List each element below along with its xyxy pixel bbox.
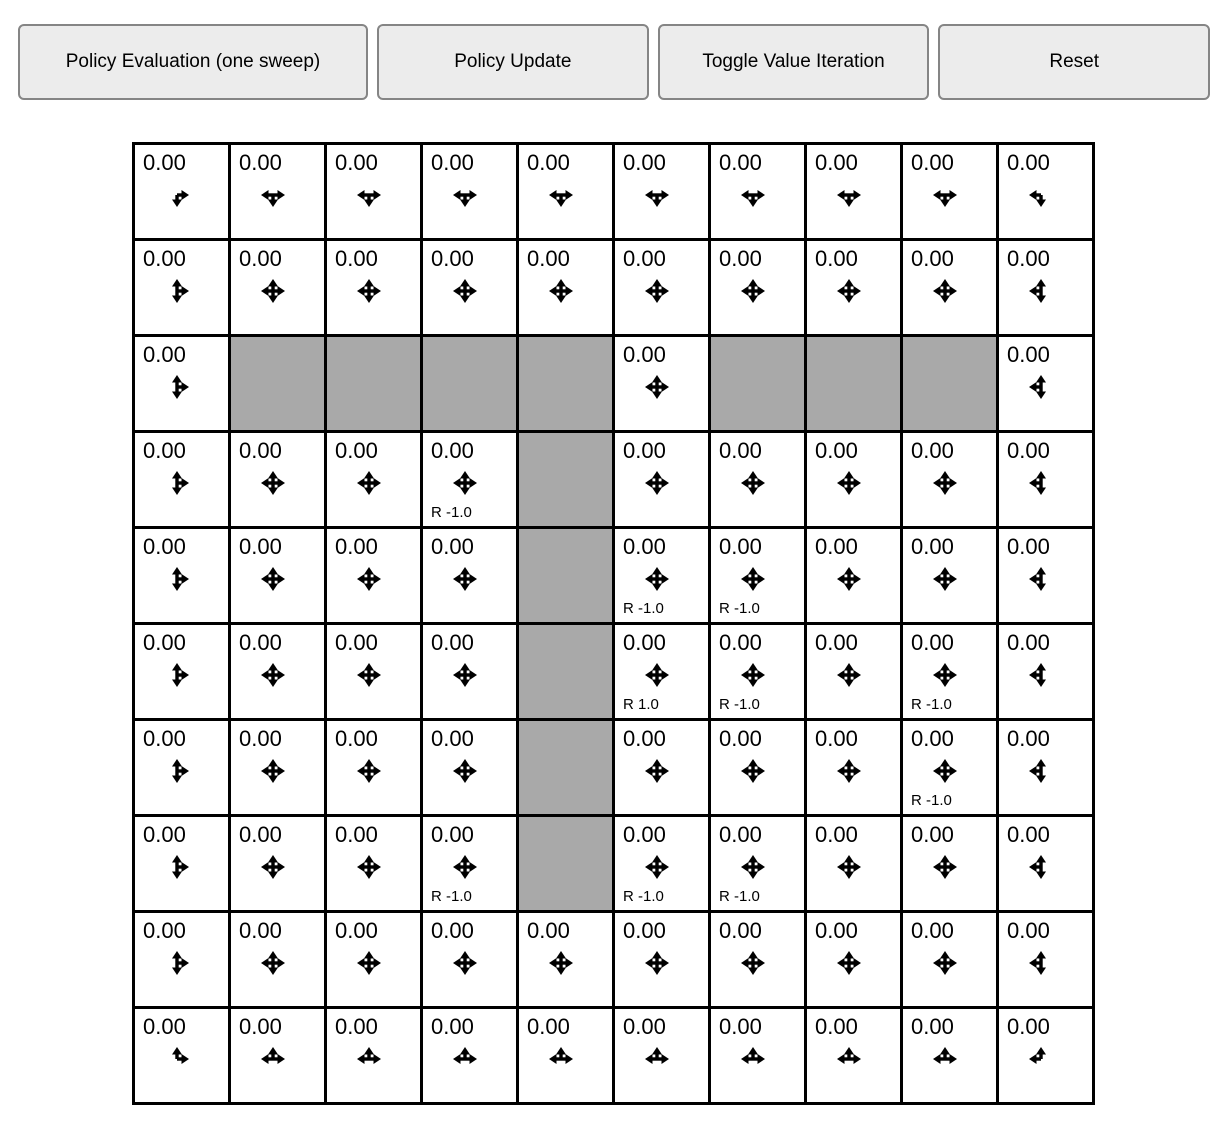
cell-value: 0.00 [623,342,666,367]
cell-value: 0.00 [623,246,666,271]
cell-value: 0.00 [239,1014,282,1039]
grid-cell [999,145,1092,238]
policy-arrows-icon [445,271,485,311]
cell-reward: R -1.0 [623,888,664,905]
policy-arrows-icon [349,943,389,983]
grid-cell [231,145,324,238]
wall-cell [903,337,996,430]
policy-arrows-icon [637,751,677,791]
wall-cell [519,337,612,430]
cell-value: 0.00 [911,726,954,751]
policy-arrows-icon [349,559,389,599]
cell-value: 0.00 [335,630,378,655]
grid-cell [807,817,900,910]
policy-arrows-icon [445,463,485,503]
policy-arrows-icon [925,751,965,791]
cell-value: 0.00 [335,918,378,943]
policy-arrows-icon [541,943,581,983]
cell-value: 0.00 [335,534,378,559]
policy-evaluation-button[interactable]: Policy Evaluation (one sweep) [18,24,368,100]
policy-arrows-icon [1021,751,1061,791]
grid-cell [711,529,804,622]
policy-arrows-icon [925,559,965,599]
policy-arrows-icon [637,463,677,503]
cell-value: 0.00 [911,150,954,175]
grid-cell [711,817,804,910]
policy-arrows-icon [349,751,389,791]
policy-arrows-icon [829,847,869,887]
cell-value: 0.00 [335,246,378,271]
wall-cell [423,337,516,430]
grid-cell [999,721,1092,814]
policy-arrows-icon [157,271,197,311]
cell-value: 0.00 [143,246,186,271]
policy-arrows-icon [733,271,773,311]
cell-value: 0.00 [1007,438,1050,463]
grid-cell [135,145,228,238]
policy-arrows-icon [253,751,293,791]
grid-cell [615,1009,708,1102]
grid-cell [903,1009,996,1102]
wall-cell [519,721,612,814]
cell-value: 0.00 [911,822,954,847]
cell-value: 0.00 [911,918,954,943]
policy-arrows-icon [733,1039,773,1079]
cell-value: 0.00 [911,438,954,463]
grid-cell [231,913,324,1006]
policy-arrows-icon [637,943,677,983]
cell-value: 0.00 [143,438,186,463]
grid-cell [999,625,1092,718]
cell-value: 0.00 [1007,246,1050,271]
grid-cell [903,241,996,334]
policy-arrows-icon [733,463,773,503]
policy-arrows-icon [733,655,773,695]
grid-cell [615,241,708,334]
grid-cell [519,145,612,238]
grid-cell [327,241,420,334]
grid-cell [711,913,804,1006]
policy-arrows-icon [253,559,293,599]
cell-value: 0.00 [815,246,858,271]
policy-arrows-icon [541,1039,581,1079]
policy-arrows-icon [1021,175,1061,215]
policy-arrows-icon [157,559,197,599]
grid-cell [327,529,420,622]
policy-arrows-icon [349,847,389,887]
grid-cell [999,529,1092,622]
grid-cell [711,145,804,238]
cell-value: 0.00 [239,918,282,943]
policy-arrows-icon [1021,655,1061,695]
policy-arrows-icon [157,943,197,983]
grid-cell [519,241,612,334]
grid-cell [807,913,900,1006]
grid-cell [423,433,516,526]
cell-value: 0.00 [1007,726,1050,751]
cell-value: 0.00 [527,150,570,175]
grid-cell [615,337,708,430]
cell-value: 0.00 [1007,342,1050,367]
policy-arrows-icon [637,367,677,407]
policy-arrows-icon [541,175,581,215]
grid-cell [135,625,228,718]
grid-cell [615,625,708,718]
policy-arrows-icon [637,655,677,695]
policy-arrows-icon [1021,847,1061,887]
policy-arrows-icon [637,271,677,311]
grid-cell [135,817,228,910]
cell-value: 0.00 [431,438,474,463]
cell-value: 0.00 [431,1014,474,1039]
grid-cell [615,145,708,238]
policy-arrows-icon [925,175,965,215]
grid-cell [519,913,612,1006]
grid-cell [807,433,900,526]
cell-value: 0.00 [719,1014,762,1039]
cell-reward: R -1.0 [431,888,472,905]
grid-cell [615,529,708,622]
cell-value: 0.00 [911,630,954,655]
grid-cell [135,241,228,334]
grid-cell [327,817,420,910]
cell-value: 0.00 [143,150,186,175]
grid-cell [327,721,420,814]
policy-arrows-icon [253,175,293,215]
cell-value: 0.00 [143,342,186,367]
grid-cell [807,1009,900,1102]
cell-value: 0.00 [239,630,282,655]
grid-cell [135,1009,228,1102]
grid-cell [615,817,708,910]
cell-value: 0.00 [623,534,666,559]
cell-value: 0.00 [431,918,474,943]
policy-arrows-icon [349,655,389,695]
grid-cell [423,817,516,910]
grid-cell [423,625,516,718]
cell-reward: R -1.0 [719,600,760,617]
policy-arrows-icon [637,1039,677,1079]
policy-arrows-icon [157,175,197,215]
cell-value: 0.00 [1007,918,1050,943]
grid-cell [423,1009,516,1102]
grid-cell [135,337,228,430]
cell-value: 0.00 [335,438,378,463]
wall-cell [519,529,612,622]
cell-value: 0.00 [431,726,474,751]
cell-reward: R -1.0 [431,504,472,521]
cell-reward: R -1.0 [719,888,760,905]
policy-arrows-icon [157,847,197,887]
policy-arrows-icon [253,655,293,695]
policy-arrows-icon [733,175,773,215]
grid-cell [999,817,1092,910]
cell-value: 0.00 [623,1014,666,1039]
cell-reward: R -1.0 [911,696,952,713]
policy-arrows-icon [925,463,965,503]
policy-arrows-icon [445,847,485,887]
grid-cell [615,433,708,526]
policy-arrows-icon [445,559,485,599]
cell-value: 0.00 [719,918,762,943]
policy-arrows-icon [445,175,485,215]
cell-reward: R -1.0 [719,696,760,713]
cell-value: 0.00 [239,534,282,559]
grid-cell [519,1009,612,1102]
grid-cell [903,817,996,910]
cell-value: 0.00 [1007,630,1050,655]
grid-cell [999,913,1092,1006]
cell-value: 0.00 [143,726,186,751]
cell-value: 0.00 [911,246,954,271]
policy-arrows-icon [925,655,965,695]
cell-value: 0.00 [623,822,666,847]
toolbar [0,0,1232,100]
policy-arrows-icon [349,463,389,503]
policy-arrows-icon [157,655,197,695]
gridworld-container [132,142,1232,1105]
cell-value: 0.00 [1007,822,1050,847]
cell-value: 0.00 [431,246,474,271]
cell-value: 0.00 [239,726,282,751]
grid-cell [231,625,324,718]
grid-cell [903,721,996,814]
policy-arrows-icon [733,559,773,599]
grid-cell [327,433,420,526]
grid-cell [903,433,996,526]
policy-arrows-icon [445,943,485,983]
cell-value: 0.00 [623,726,666,751]
cell-value: 0.00 [911,534,954,559]
cell-value: 0.00 [143,534,186,559]
policy-arrows-icon [1021,1039,1061,1079]
cell-value: 0.00 [431,630,474,655]
grid-cell [423,913,516,1006]
cell-value: 0.00 [431,822,474,847]
grid-cell [999,1009,1092,1102]
cell-value: 0.00 [527,918,570,943]
wall-cell [327,337,420,430]
policy-arrows-icon [253,847,293,887]
policy-arrows-icon [829,1039,869,1079]
cell-value: 0.00 [143,1014,186,1039]
reset-button[interactable]: Reset [938,24,1210,100]
policy-arrows-icon [829,271,869,311]
policy-arrows-icon [829,943,869,983]
grid-cell [615,721,708,814]
cell-value: 0.00 [239,822,282,847]
grid-cell [423,721,516,814]
cell-value: 0.00 [719,630,762,655]
wall-cell [807,337,900,430]
grid-cell [231,721,324,814]
cell-value: 0.00 [719,822,762,847]
cell-value: 0.00 [623,150,666,175]
policy-arrows-icon [349,175,389,215]
policy-arrows-icon [253,1039,293,1079]
grid-cell [807,145,900,238]
cell-value: 0.00 [815,1014,858,1039]
grid-cell [903,625,996,718]
cell-value: 0.00 [815,534,858,559]
policy-arrows-icon [157,1039,197,1079]
policy-arrows-icon [829,463,869,503]
cell-reward: R 1.0 [623,696,659,713]
cell-value: 0.00 [911,1014,954,1039]
policy-arrows-icon [445,751,485,791]
policy-arrows-icon [637,175,677,215]
grid-cell [711,433,804,526]
cell-value: 0.00 [719,438,762,463]
cell-value: 0.00 [239,438,282,463]
policy-arrows-icon [829,751,869,791]
policy-update-button[interactable]: Policy Update [377,24,649,100]
policy-arrows-icon [157,751,197,791]
cell-value: 0.00 [1007,150,1050,175]
policy-arrows-icon [253,271,293,311]
grid-cell [999,241,1092,334]
cell-value: 0.00 [335,150,378,175]
cell-value: 0.00 [143,822,186,847]
wall-cell [519,625,612,718]
grid-cell [135,529,228,622]
grid-cell [327,145,420,238]
policy-arrows-icon [253,943,293,983]
cell-value: 0.00 [815,150,858,175]
cell-value: 0.00 [335,822,378,847]
grid-cell [999,433,1092,526]
grid-cell [231,817,324,910]
cell-value: 0.00 [143,918,186,943]
cell-value: 0.00 [719,246,762,271]
grid-cell [999,337,1092,430]
cell-value: 0.00 [335,726,378,751]
policy-arrows-icon [253,463,293,503]
grid-cell [615,913,708,1006]
policy-arrows-icon [829,175,869,215]
grid-cell [711,721,804,814]
policy-arrows-icon [637,847,677,887]
policy-arrows-icon [733,751,773,791]
cell-value: 0.00 [719,534,762,559]
cell-value: 0.00 [431,534,474,559]
policy-arrows-icon [445,655,485,695]
cell-value: 0.00 [335,1014,378,1039]
policy-arrows-icon [349,1039,389,1079]
grid-cell [231,241,324,334]
cell-value: 0.00 [719,150,762,175]
cell-reward: R -1.0 [623,600,664,617]
grid-cell [135,433,228,526]
grid-cell [903,913,996,1006]
cell-value: 0.00 [239,150,282,175]
policy-arrows-icon [1021,463,1061,503]
grid-cell [231,529,324,622]
cell-value: 0.00 [239,246,282,271]
policy-arrows-icon [157,463,197,503]
wall-cell [711,337,804,430]
cell-reward: R -1.0 [911,792,952,809]
policy-arrows-icon [925,847,965,887]
cell-value: 0.00 [719,726,762,751]
cell-value: 0.00 [815,438,858,463]
policy-arrows-icon [541,271,581,311]
grid-cell [903,145,996,238]
cell-value: 0.00 [815,630,858,655]
cell-value: 0.00 [815,726,858,751]
wall-cell [519,817,612,910]
wall-cell [231,337,324,430]
policy-arrows-icon [829,655,869,695]
cell-value: 0.00 [815,918,858,943]
cell-value: 0.00 [815,822,858,847]
grid-cell [711,625,804,718]
policy-arrows-icon [829,559,869,599]
cell-value: 0.00 [623,630,666,655]
policy-arrows-icon [1021,943,1061,983]
grid-cell [135,721,228,814]
policy-arrows-icon [637,559,677,599]
grid-cell [423,529,516,622]
grid-cell [807,529,900,622]
grid-cell [711,1009,804,1102]
grid-cell [231,433,324,526]
policy-arrows-icon [733,943,773,983]
cell-value: 0.00 [623,918,666,943]
policy-arrows-icon [925,943,965,983]
grid-cell [807,625,900,718]
cell-value: 0.00 [1007,1014,1050,1039]
policy-arrows-icon [445,1039,485,1079]
cell-value: 0.00 [527,1014,570,1039]
policy-arrows-icon [733,847,773,887]
policy-arrows-icon [157,367,197,407]
policy-arrows-icon [1021,367,1061,407]
cell-value: 0.00 [623,438,666,463]
cell-value: 0.00 [527,246,570,271]
cell-value: 0.00 [1007,534,1050,559]
grid-cell [327,625,420,718]
grid-cell [231,1009,324,1102]
policy-arrows-icon [349,271,389,311]
grid-cell [327,1009,420,1102]
grid-cell [807,721,900,814]
grid-cell [903,529,996,622]
grid-cell [327,913,420,1006]
cell-value: 0.00 [431,150,474,175]
policy-arrows-icon [1021,271,1061,311]
wall-cell [519,433,612,526]
policy-arrows-icon [925,1039,965,1079]
toggle-value-iteration-button[interactable]: Toggle Value Iteration [658,24,930,100]
grid-cell [135,913,228,1006]
gridworld [132,142,1095,1105]
cell-value: 0.00 [143,630,186,655]
grid-cell [423,145,516,238]
policy-arrows-icon [925,271,965,311]
grid-cell [807,241,900,334]
grid-cell [423,241,516,334]
policy-arrows-icon [1021,559,1061,599]
grid-cell [711,241,804,334]
